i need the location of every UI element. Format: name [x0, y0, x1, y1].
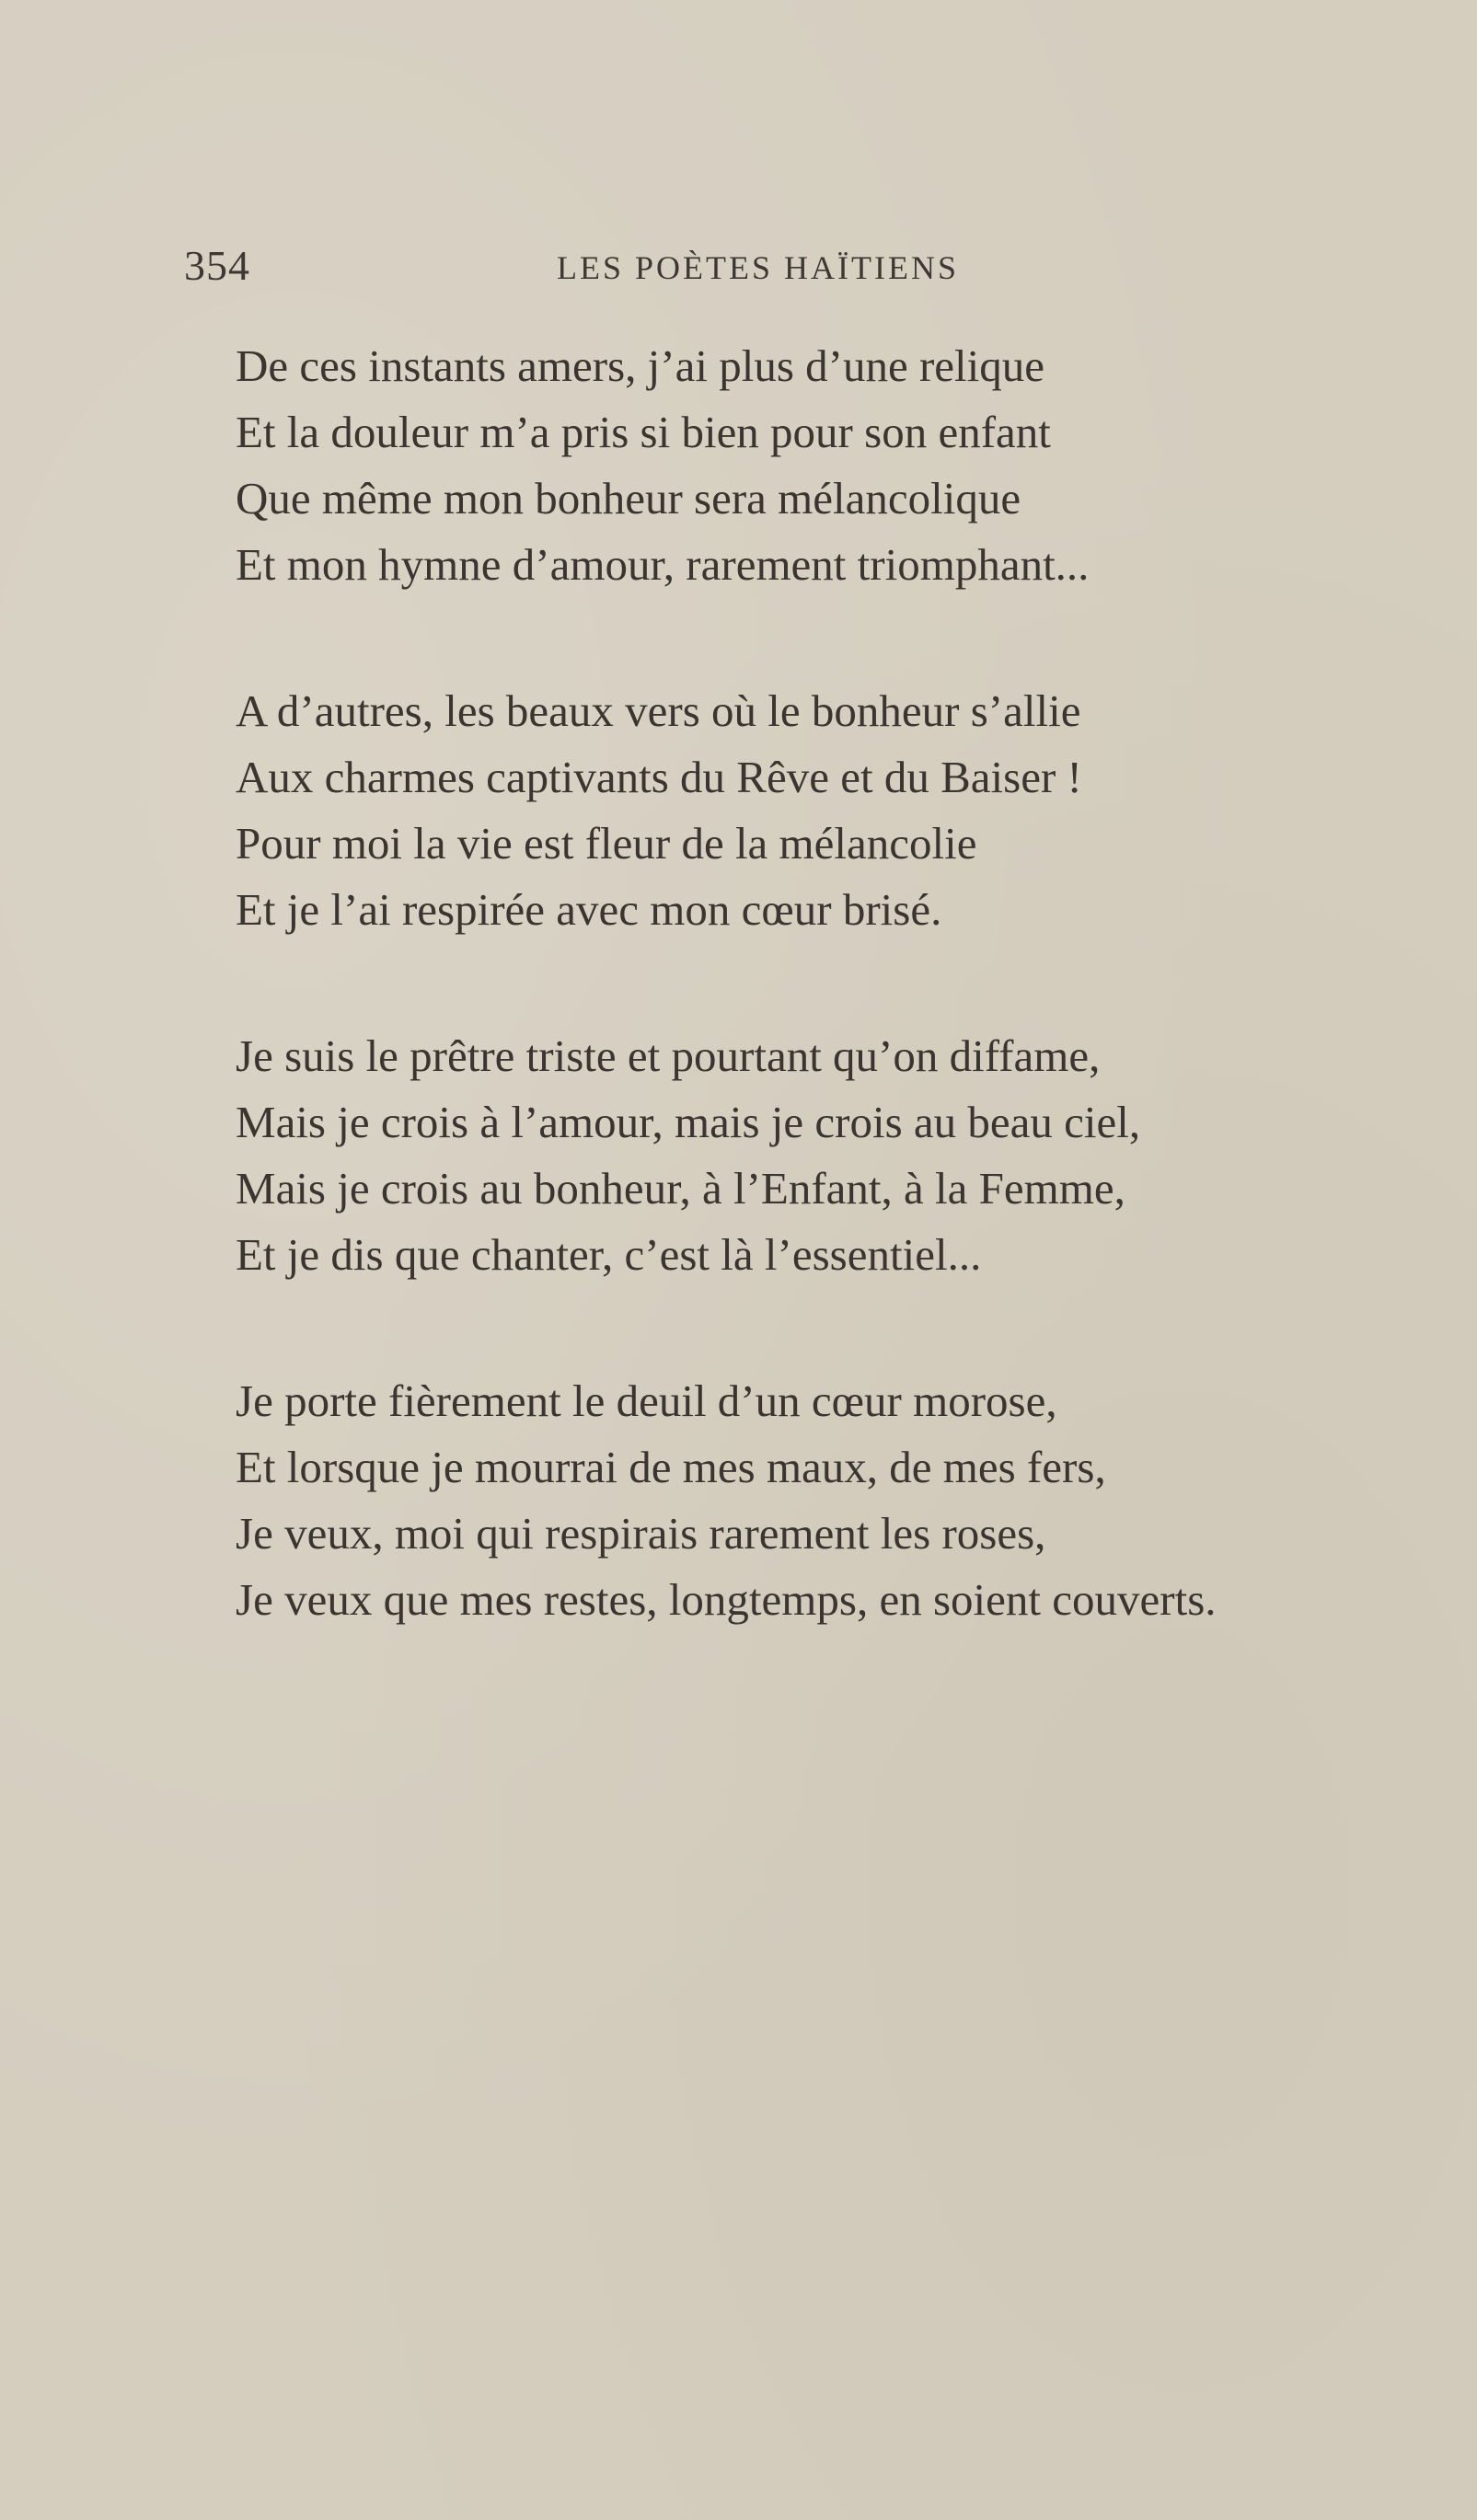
poem-line: Je suis le prêtre triste et pourtant qu’on diffame,: [236, 1030, 1101, 1081]
running-head: [184, 241, 1012, 296]
poem-line: Je veux que mes restes, longtemps, en soient couverts.: [236, 1574, 1217, 1625]
stanza-3: [236, 1023, 1432, 1288]
poem-line: Mais je crois à l’amour, mais je crois au beau ciel,: [236, 1097, 1141, 1147]
poem-line: A d’autres, les beaux vers où le bonheur s’allie: [236, 685, 1081, 736]
page-number: 354: [184, 242, 250, 289]
poem-line: Et je dis que chanter, c’est là l’essentiel...: [236, 1229, 982, 1280]
poem-line: Mais je crois au bonheur, à l’Enfant, à la Femme,: [236, 1163, 1125, 1214]
poem-line: Je veux, moi qui respirais rarement les roses,: [236, 1508, 1046, 1559]
poem-line: Et la douleur m’a pris si bien pour son enfant: [236, 407, 1051, 457]
book-title: LES POÈTES HAÏTIENS: [557, 249, 959, 286]
poem: [236, 333, 1432, 1713]
poem-line: Que même mon bonheur sera mélancolique: [236, 473, 1021, 524]
poem-line: Et je l’ai respirée avec mon cœur brisé.: [236, 884, 942, 935]
poem-line: Et mon hymne d’amour, rarement triomphant...: [236, 539, 1090, 590]
poem-line: Pour moi la vie est fleur de la mélancolie: [236, 818, 977, 869]
poem-line: Aux charmes captivants du Rêve et du Baiser !: [236, 752, 1082, 802]
stanza-2: [236, 678, 1432, 943]
stanza-4: [236, 1368, 1432, 1633]
poem-line: Et lorsque je mourrai de mes maux, de mes fers,: [236, 1442, 1106, 1492]
poem-line: De ces instants amers, j’ai plus d’une relique: [236, 340, 1045, 391]
stanza-1: [236, 333, 1432, 598]
poem-line: Je porte fièrement le deuil d’un cœur morose,: [236, 1375, 1057, 1426]
